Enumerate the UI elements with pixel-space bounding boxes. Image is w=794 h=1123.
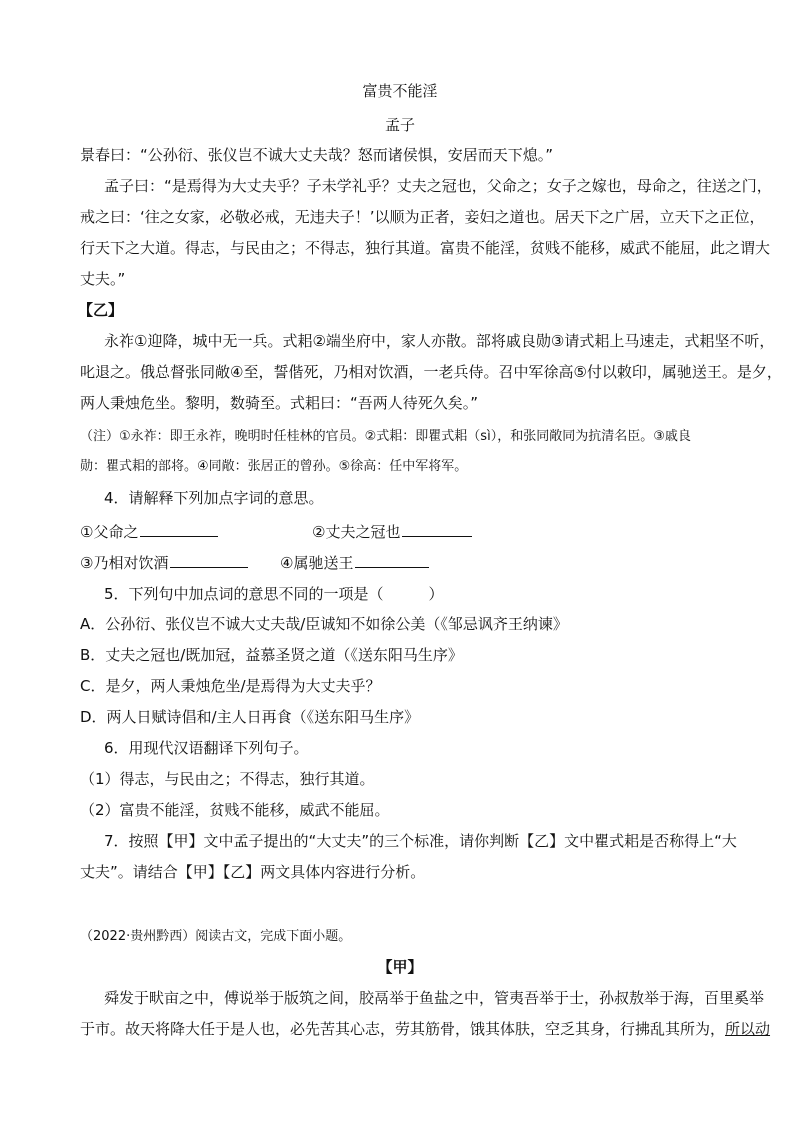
passage-a-line: 景春曰：“公孙衍、张仪岂不诚大丈夫哉？怒而诸侯惧，安居而天下熄。” — [80, 146, 554, 164]
passage-b-label: 【乙】 — [78, 301, 124, 319]
question-5-option: A．公孙衍、张仪岂不诚大丈夫哉/臣诚知不如徐公美（《邹忌讽齐王纳谏》 — [80, 615, 568, 633]
question-5-option: D．两人日赋诗倡和/主人日再食（《送东阳马生序》 — [80, 708, 420, 726]
passage-a-author: 孟子 — [384, 116, 415, 134]
passage-a-line: 丈夫。” — [80, 270, 126, 288]
question-5-stem: 5．下列句中加点词的意思不同的一项是（ ） — [104, 585, 444, 603]
question-4-item: ②丈夫之冠也 — [312, 523, 401, 541]
question-5-option: B．丈夫之冠也/既加冠，益慕圣贤之道（《送东阳马生序》 — [80, 646, 463, 664]
passage-b-line: 叱退之。俄总督张同敞④至，誓偕死，乃相对饮酒，一老兵侍。召中军徐高⑤付以敕印，属驰送王。是夕， — [80, 363, 782, 381]
answer-blank[interactable] — [170, 552, 248, 568]
passage-b-line: 两人秉烛危坐。黎明，数骑至。式耜曰：“吾两人待死久矣。” — [80, 394, 479, 412]
passage-b-line: 永祚①迎降，城中无一兵。式耜②端坐府中，家人亦散。部将戚良勋③请式耜上马速走，式耜坚不听， — [104, 332, 775, 350]
question-6-item: （2）富贵不能淫，贫贱不能移，威武不能屈。 — [80, 801, 390, 819]
question-4-stem: 4．请解释下列加点字词的意思。 — [104, 489, 324, 507]
question-6-item: （1）得志，与民由之；不得志，独行其道。 — [80, 770, 375, 788]
passage-a-line: 戒之曰：‘往之女家，必敬必戒，无违夫子！’以顺为正者，妾妇之道也。居天下之广居，立天下之正位， — [80, 208, 765, 226]
question-6-stem: 6．用现代汉语翻译下列句子。 — [104, 739, 309, 757]
question-7-line: 7．按照【甲】文中孟子提出的“大丈夫”的三个标准，请你判断【乙】文中瞿式耜是否称得上“大 — [104, 832, 737, 850]
question-5-option: C．是夕，两人秉烛危坐/是焉得为大丈夫乎？ — [80, 677, 381, 695]
section-2-line: 舜发于畎亩之中，傅说举于版筑之间，胶鬲举于鱼盐之中，管夷吾举于士，孙叔敖举于海，百里奚举 — [104, 989, 765, 1007]
answer-blank[interactable] — [140, 521, 218, 537]
passage-a-title: 富贵不能淫 — [362, 82, 438, 100]
section-2-line — [80, 1019, 771, 1039]
question-7-line: 丈夫”。请结合【甲】【乙】两文具体内容进行分析。 — [80, 863, 426, 881]
section-2-line-text: 于市。故天将降大任于是人也，必先苦其心志，劳其筋骨，饿其体肤，空乏其身，行拂乱其所为， — [80, 1020, 726, 1038]
underlined-phrase: 所以动 — [725, 1020, 771, 1038]
passage-a-line: 行天下之大道。得志，与民由之；不得志，独行其道。富贵不能淫，贫贱不能移，威武不能屈，此之谓大 — [80, 239, 771, 257]
answer-blank[interactable] — [402, 521, 472, 537]
passage-b-note: （注）①永祚：即王永祚，晚明时任桂林的官员。②式耜：即瞿式耜（sì），和张同敞同为抗清名臣。③戚良 — [80, 429, 691, 444]
question-4-row — [80, 552, 720, 573]
question-4-item: ①父命之 — [80, 523, 139, 541]
section-2-source: （2022·贵州黔西）阅读古文，完成下面小题。 — [80, 929, 352, 944]
passage-b-note: 勋：瞿式耜的部将。④同敞：张居正的曾孙。⑤徐高：任中军将军。 — [80, 459, 468, 474]
section-2-label: 【甲】 — [377, 958, 423, 976]
answer-blank[interactable] — [355, 552, 429, 568]
question-4-item: ④属驰送王 — [280, 554, 354, 572]
question-4-item: ③乃相对饮酒 — [80, 554, 169, 572]
passage-a-line: 孟子曰：“是焉得为大丈夫乎？子未学礼乎？丈夫之冠也，父命之；女子之嫁也，母命之，往送之门， — [104, 177, 772, 195]
question-4-row — [80, 521, 720, 542]
